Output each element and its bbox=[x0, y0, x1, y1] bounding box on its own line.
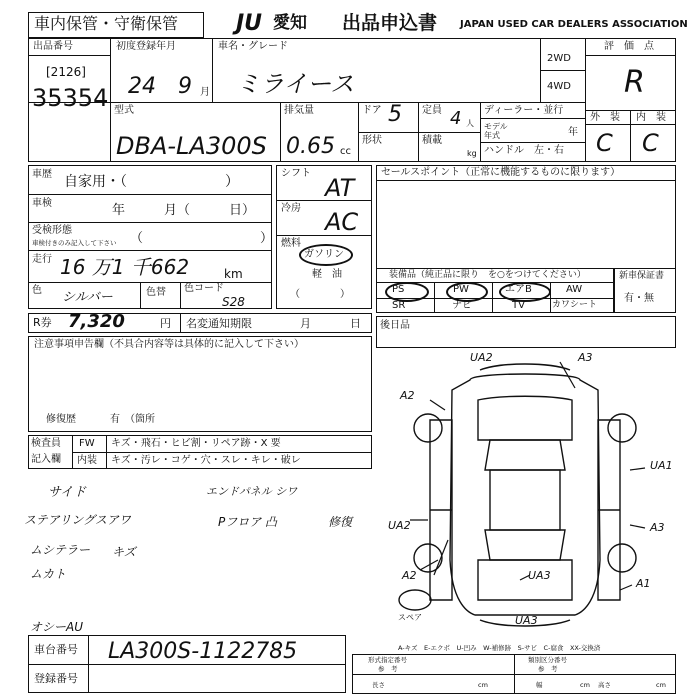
handwritten-note-pfloor: Pフロア 凸 bbox=[218, 515, 278, 529]
fuel-gasoline: ガソリン bbox=[304, 249, 344, 260]
mark-ua3-bumper: UA3 bbox=[515, 614, 538, 627]
shift-value: AT bbox=[325, 174, 355, 202]
chassis-label: 車台番号 bbox=[34, 643, 78, 656]
repair-value: 有 （箇所 bbox=[110, 414, 155, 425]
handwritten-note-mukato: ムカト bbox=[30, 567, 67, 581]
equip-kawa-seat: カワシート bbox=[552, 300, 598, 310]
interior-label: 内 装 bbox=[636, 112, 666, 123]
inspection-value: 年 月（ 日） bbox=[112, 203, 256, 218]
ac-label: 冷房 bbox=[281, 203, 301, 214]
width-unit: cm bbox=[580, 681, 590, 689]
handwritten-note-endpanel: エンドパネル シワ bbox=[206, 485, 298, 498]
lot-label: 出品番号 bbox=[33, 41, 73, 52]
equip-navi: ナビ bbox=[452, 300, 472, 311]
spec-label: 形式指定番号 bbox=[368, 656, 407, 664]
new-car-label: 新車保証書 bbox=[619, 271, 665, 281]
car-name-label: 車名・グレード bbox=[218, 41, 288, 52]
seats-value: 4 bbox=[450, 108, 462, 129]
new-car-value: 有・無 bbox=[624, 293, 654, 304]
notes-title: 注意事項申告欄（不具合内容等は具体的に記入して下さい） bbox=[34, 339, 304, 350]
exterior-label: 外 装 bbox=[590, 112, 620, 123]
spec-sub: 参 考 bbox=[378, 665, 398, 673]
lot-sub: [2126] bbox=[46, 65, 86, 79]
history-label: 車歴 bbox=[32, 169, 52, 180]
inspection-label: 車検 bbox=[32, 198, 52, 209]
weight-label: 積載 bbox=[422, 135, 442, 146]
mileage-label: 走行 bbox=[32, 254, 52, 265]
shape-label: 形状 bbox=[362, 135, 382, 146]
transfer-month: 月 bbox=[300, 317, 311, 330]
color-label: 色 bbox=[32, 285, 42, 296]
drive-4wd: 4WD bbox=[547, 81, 571, 92]
equipment-title: 装備品（純正品に限り を○をつけてください） bbox=[389, 270, 586, 280]
equip-pw: PW bbox=[453, 284, 469, 295]
fw-items: キズ・飛石・ヒビ割・リペア跡・X 要 bbox=[111, 438, 281, 449]
reg-year: 24 bbox=[128, 74, 156, 99]
spare-label: スペア bbox=[398, 613, 422, 622]
storage-note: 車内保管・守衛保管 bbox=[34, 14, 179, 33]
entry-label: 記入欄 bbox=[31, 454, 61, 465]
seats-unit: 人 bbox=[466, 119, 474, 128]
form-title-en: JAPAN USED CAR DEALERS ASSOCIATION bbox=[460, 19, 688, 30]
height-unit: cm bbox=[656, 681, 666, 689]
displacement-value: 0.65 bbox=[286, 134, 335, 159]
doors-value: 5 bbox=[388, 102, 402, 127]
class-label: 類別区分番号 bbox=[528, 656, 567, 664]
handwritten-note-steering: ステアリングスアワ bbox=[24, 513, 131, 527]
shift-label: シフト bbox=[281, 168, 311, 179]
sales-point-title: セールスポイント（正常に機能するものに限ります） bbox=[381, 167, 621, 178]
handwritten-note-mushi: ムシテラー bbox=[30, 543, 91, 557]
mark-a2-left: A2 bbox=[400, 389, 415, 402]
handle-label: ハンドル 左・右 bbox=[484, 145, 564, 156]
damage-legend: A-キズ E-エクボ U-凹み W-補修跡 S-サビ C-腐食 XX-交換済 bbox=[398, 644, 601, 652]
interior-grade: C bbox=[642, 129, 659, 157]
mileage-unit: km bbox=[224, 267, 243, 281]
handwritten-note-oshi: オシーAU bbox=[30, 620, 83, 634]
fuel-label: 燃料 bbox=[281, 238, 301, 249]
chassis-value: LA300S-1122785 bbox=[108, 639, 298, 664]
reg-month: 9 bbox=[178, 74, 192, 99]
receive-sub: 車検付きのみ記入して下さい bbox=[32, 239, 117, 247]
fuel-other: （ ） bbox=[290, 289, 350, 300]
color-code: S28 bbox=[222, 295, 245, 309]
doors-label: ドア bbox=[362, 105, 382, 116]
score-value: R bbox=[624, 65, 645, 100]
mark-ua2-top: UA2 bbox=[470, 351, 493, 364]
equip-aw: AW bbox=[566, 284, 583, 295]
drive-2wd: 2WD bbox=[547, 53, 571, 64]
color-swap-label: 色替 bbox=[146, 287, 166, 298]
reg-label: 登録番号 bbox=[34, 672, 78, 685]
length-unit: cm bbox=[478, 681, 488, 689]
mileage-value: 16 万1 千662 bbox=[60, 255, 190, 279]
score-label: 評 価 点 bbox=[604, 41, 654, 52]
model-year-unit: 年 bbox=[568, 127, 578, 138]
reg-month-unit: 月 bbox=[200, 87, 210, 98]
width-label: 幅 bbox=[536, 681, 543, 689]
receive-value: （ ） bbox=[130, 231, 274, 246]
mark-ua1-right: UA1 bbox=[650, 459, 673, 472]
model-year-label: モデル年式 bbox=[484, 122, 508, 140]
fw-label: FW bbox=[79, 438, 95, 449]
exterior-grade: C bbox=[596, 129, 613, 157]
mark-ua2-left: UA2 bbox=[388, 519, 411, 532]
dealer-label: ディーラー・並行 bbox=[484, 105, 564, 116]
transfer-day: 日 bbox=[350, 317, 361, 330]
fuel-diesel: 軽 油 bbox=[312, 269, 342, 280]
mark-a1-right: A1 bbox=[636, 577, 651, 590]
mark-a3-right: A3 bbox=[650, 521, 665, 534]
seats-label: 定員 bbox=[422, 105, 442, 116]
first-reg-label: 初度登録年月 bbox=[116, 41, 176, 52]
repair-label: 修復歴 bbox=[46, 414, 76, 425]
mark-ua3-bottom: UA3 bbox=[528, 569, 551, 582]
model-label: 型式 bbox=[114, 105, 134, 116]
recycle-unit: 円 bbox=[160, 317, 171, 330]
handwritten-note-side: サイド bbox=[48, 485, 87, 500]
interior-items: キズ・汚レ・コゲ・穴・スレ・キレ・破レ bbox=[111, 455, 301, 466]
brand-region: 愛知 bbox=[273, 13, 307, 33]
receive-label: 受検形態 bbox=[32, 225, 72, 236]
inspector-label: 検査員 bbox=[31, 438, 61, 449]
lot-number: 35354 bbox=[32, 84, 109, 112]
weight-unit: kg bbox=[467, 149, 477, 158]
mark-a2-bottom: A2 bbox=[402, 569, 417, 582]
displacement-unit: cc bbox=[340, 146, 351, 157]
recycle-value: 7,320 bbox=[68, 311, 125, 332]
color-value: シルバー bbox=[62, 290, 113, 305]
height-label: 高さ bbox=[598, 681, 611, 689]
handwritten-note-kizu: キズ bbox=[112, 545, 136, 559]
equip-tv: TV bbox=[512, 300, 525, 311]
equip-ps: PS bbox=[392, 284, 405, 295]
transfer-label: 名変通知期限 bbox=[186, 317, 252, 330]
handwritten-note-repair: 修復 bbox=[328, 515, 353, 529]
brand-logo: JU bbox=[236, 11, 263, 36]
displacement-label: 排気量 bbox=[284, 105, 314, 116]
class-sub: 参 考 bbox=[538, 665, 558, 673]
equip-sr: SR bbox=[392, 300, 406, 311]
history-value: 自家用・（ ） bbox=[64, 174, 239, 190]
color-code-label: 色コード bbox=[184, 283, 224, 294]
ac-value: AC bbox=[325, 208, 359, 236]
interior-check-label: 内装 bbox=[77, 455, 97, 466]
rear-label: 後日品 bbox=[380, 320, 410, 331]
car-name: ミライース bbox=[236, 70, 355, 98]
mark-a3-top: A3 bbox=[578, 351, 593, 364]
recycle-label: R券 bbox=[33, 316, 52, 329]
form-title: 出品申込書 bbox=[342, 12, 438, 34]
equip-airbag: エアB bbox=[505, 284, 532, 295]
length-label: 長さ bbox=[372, 681, 385, 689]
model-value: DBA-LA300S bbox=[116, 132, 267, 160]
